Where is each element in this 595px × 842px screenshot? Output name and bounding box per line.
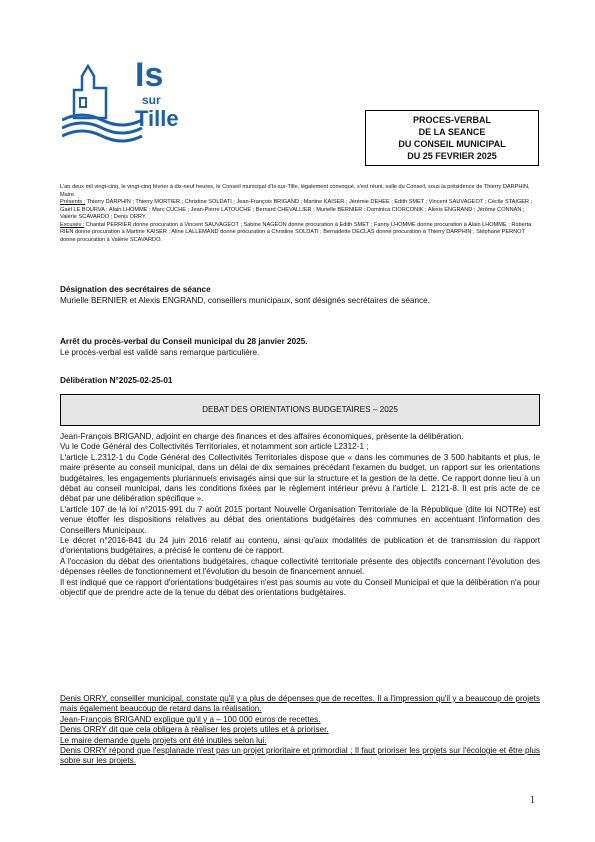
logo-text-is: Is: [135, 56, 164, 94]
deliberation-title-box: [60, 394, 540, 426]
body-paragraph: L'article L.2312-1 du Code Général des Collectivités Territoriales dispose que « dans les communes de 3 500 habitants et plus, le maire présente au conseil municipal, dans un délai de dix semaines précédant l'examen du budget, un rapport sur les orientations budgétaires, les engagements pluriannuels envisagés ainsi que sur la structure et la gestion de la dette. Ce rapport donne lieu à un débat au conseil municipal, dans les conditions fixées par le règlement intérieur prévu à l'article L. 2121-8. Il est pris acte de ce débat par une délibération spécifique ».: [60, 452, 540, 504]
deliberation-body: [60, 432, 540, 599]
title-line-1: PROCES-VERBAL: [412, 115, 491, 125]
debate-paragraph: Le maire demande quels projets ont été inutiles selon lui.: [60, 735, 267, 745]
opening-paragraph: L'an deux mil vingt-cinq, le vingt-cinq février à dix-neuf heures, le Conseil municipal d'Is-sur-Tille, légalement convoqué, s'est réuni, salle du Conseil, sous la présidence de Thierry DARPHIN, Maire.: [60, 184, 530, 198]
excused-paragraph: [60, 222, 540, 245]
deliberation-heading: Délibération N°2025-02-25-01: [60, 376, 173, 385]
present-paragraph: [60, 199, 540, 222]
debate-paragraph: Denis ORRY, conseiller municipal, constate qu'il y a plus de dépenses que de recettes. Il a l'impression qu'il y a beaucoup de projets mais également beaucoup de retard dans la réalisation.: [60, 694, 540, 714]
deliberation-title: DEBAT DES ORIENTATIONS BUDGETAIRES – 2025: [202, 405, 398, 414]
body-paragraph: Il est indiqué que ce rapport d'orientations budgétaires n'est pas soumis au vote du Conseil Municipal et que la délibération n'a pour objectif que de prendre acte de la tenue du débat des orientations budgétaires.: [60, 577, 540, 598]
logo-text-sur: sur: [142, 93, 161, 107]
debate-block: [60, 694, 540, 767]
body-paragraph: Le décret n°2016-841 du 24 juin 2016 relatif au contenu, ainsi qu'aux modalités de publication et de transmission du rapport d'orientations budgétaires, a précisé le contenu de ce rapport.: [60, 536, 540, 556]
present-list: Thierry DARPHIN ; Thierry MORTIER ; Christine SOLDATI ; Jean-François BRIGAND ; Martine KAISER ; Jérémie DEHEE ; Edith SMET ; Vincent SAUVAGEOT ; Cécile STAIGER ; Gaël LE BOURVA ; Alain LHOMME ; Marc CUCHE ; Jean-Pierre LATOUCHE ; Bernard CHEVALLIER ; Murielle BERNIER ; Dominica CIORCONIK ; Alexis ENGRAND ; Jérôme CONNAN ; Valérie SCAVARDO ; Denis ORRY.: [60, 199, 533, 221]
title-line-2: DE LA SEANCE: [418, 127, 486, 137]
body-paragraph: A l'occasion du débat des orientations budgétaires, chaque collectivité territoriale présente des objectifs concernant l'évolution des dépenses réelles de fonctionnement et l'évolution du besoin de financement annuel.: [60, 556, 540, 577]
debate-paragraph: Jean-François BRIGAND explique qu'il y a – 100 000 euros de recettes.: [60, 714, 321, 724]
body-paragraph: Jean-François BRIGAND, adjoint en charge des finances et des affaires économiques, présente la délibération.: [60, 432, 464, 441]
arret-text: Le procès-verbal est validé sans remarque particulière.: [60, 348, 260, 357]
arret-heading: Arrêt du procès-verbal du Conseil municipal du 28 janvier 2025.: [60, 337, 308, 346]
title-line-4: DU 25 FEVRIER 2025: [407, 151, 497, 161]
body-paragraph: L'article 107 de la loi n°2015-991 du 7 août 2015 portant Nouvelle Organisation Territoriale de la République (dite loi NOTRe) est venue étoffer les dispositions relatives au débat des orientations budgétaires des communes en accentuant l'information des Conseillers Municipaux.: [60, 504, 540, 535]
body-paragraph: Vu le Code Général des Collectivités Territoriales, et notamment son article L2312-1 ;: [60, 442, 369, 452]
secretaires-text: Murielle BERNIER et Alexis ENGRAND, conseillers municipaux, sont désignés secrétaires de séance.: [60, 296, 430, 305]
church-waves-icon: [62, 58, 192, 148]
logo-text-tille: Tille: [135, 106, 179, 131]
document-title-box: [365, 110, 539, 166]
excused-label: Excusés :: [60, 221, 85, 228]
debate-paragraph: Denis ORRY dit que cela obligera à réaliser les projets utiles et à prioriser.: [60, 725, 329, 735]
page-number: 1: [530, 795, 535, 806]
title-line-3: DU CONSEIL MUNICIPAL: [398, 139, 506, 149]
secretaires-heading: Désignation des secrétaires de séance: [60, 285, 211, 294]
town-logo: [62, 58, 192, 148]
present-label: Présents :: [60, 199, 86, 206]
attendance-block: [60, 184, 540, 244]
excused-list: Chantal PERRIER donne procuration à Vincent SAUVAGEOT ; Sabine NAGEON donne procuration à Edith SMET ; Fanny LHOMME donne procuration à Alain LHOMME ; Roberta RIEN donne procuration à Martine KAISER ; Aline LALLEMAND donne procuration à Christine SOLDATI ; Bernadette DECLAS donne procuration à Thierry DARPHIN ; Stéphane PERNOT donne procuration à Valérie SCAVARDO.: [60, 221, 532, 243]
debate-paragraph: Denis ORRY répond que l'esplanade n'est pas un projet prioritaire et primordial ; Il faut prioriser les projets sur l'écologie et être plus sobre sur les projets.: [60, 746, 540, 766]
